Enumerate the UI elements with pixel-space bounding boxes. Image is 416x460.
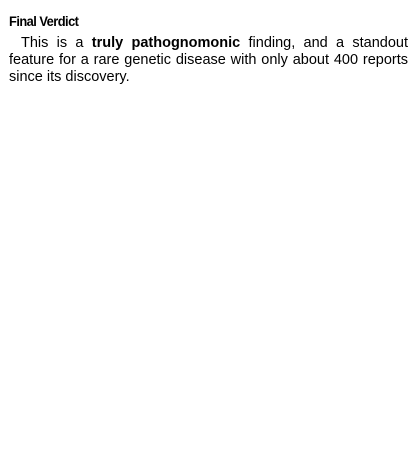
paragraph-emphasis: truly pathognomonic [91, 35, 241, 51]
section-heading: Final Verdict [9, 13, 79, 29]
verdict-paragraph [9, 35, 408, 86]
document-section [9, 13, 408, 86]
paragraph-text-after: finding, and a standout feature for a rare genetic disease with only about 400 reports since its discovery. [9, 35, 409, 85]
paragraph-text-before: This is a [21, 35, 92, 51]
